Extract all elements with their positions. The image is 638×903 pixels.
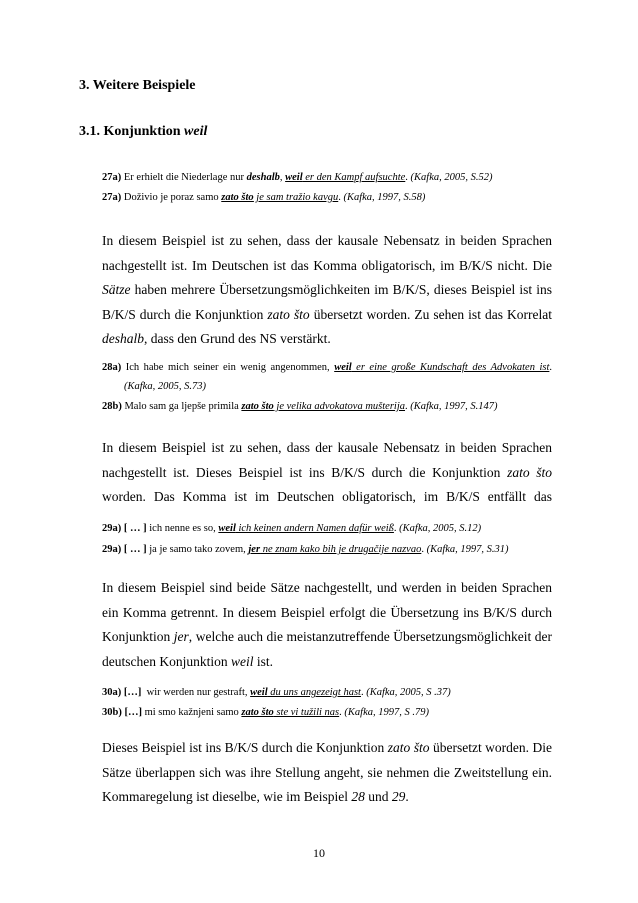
- example-conjunction: weil: [285, 172, 303, 183]
- example-number: 29a) [ … ]: [102, 523, 147, 534]
- example-clause: er eine große Kundschaft des Advokaten ist: [351, 362, 550, 373]
- line-text: nachgestellt ist. Im Deutschen ist das Komma obligatorisch, im B/K/S nicht. Die: [102, 257, 552, 273]
- paragraph-line: [102, 254, 552, 279]
- example-conjunction: weil: [250, 687, 268, 698]
- example-29a: [102, 522, 481, 535]
- example-clause: ich keinen andern Namen dafür weiß: [235, 523, 394, 534]
- example-text: mi smo kažnjeni samo: [141, 707, 242, 718]
- example-text: Er erhielt die Niederlage nur: [121, 172, 247, 183]
- example-conjunction: weil: [334, 362, 352, 373]
- paragraph-2: [102, 436, 552, 510]
- page-number: 10: [313, 846, 325, 860]
- example-text: ja je samo tako zovem,: [146, 544, 249, 555]
- line-italic: zato što: [267, 306, 310, 322]
- paragraph-3: [102, 576, 552, 674]
- line-text: haben mehrere Übersetzungsmöglichkeiten im B/K/S, dieses Beispiel ist ins: [130, 282, 552, 297]
- example-citation: (Kafka, 2005, S.73): [124, 381, 206, 392]
- line-italic: zato što: [387, 740, 430, 755]
- example-tail: .: [405, 401, 411, 412]
- line-italic: deshalb: [102, 331, 144, 346]
- line-text: , dass den Grund des NS verstärkt.: [144, 331, 331, 346]
- line-italic: Sätze: [102, 282, 131, 297]
- line-text: .: [405, 789, 409, 804]
- paragraph-line: Sätze überlappen sich was ihre Stellung angeht, sie nehmen die Zweitstellung ein.: [102, 764, 552, 780]
- example-clause: ste vi tužili nas: [273, 707, 340, 718]
- example-27a: [102, 171, 492, 184]
- example-30b: [102, 706, 429, 719]
- example-text: Malo sam ga ljepše primila: [121, 401, 242, 412]
- line-text: B/K/S durch die Konjunktion: [102, 306, 268, 322]
- example-text: wir werden nur gestraft,: [141, 687, 251, 698]
- example-conjunction: jer: [248, 544, 261, 555]
- subsection-heading: [79, 124, 207, 140]
- section-heading: 3. Weitere Beispiele: [79, 78, 196, 93]
- example-citation: (Kafka, 2005, S .37): [366, 687, 451, 698]
- line-italic: weil: [230, 653, 254, 669]
- paragraph-line: worden. Das Komma ist im Deutschen obligatorisch, im B/K/S entfällt das: [102, 489, 552, 504]
- subsection-heading-italic: weil: [184, 124, 208, 139]
- example-conjunction: weil: [218, 523, 236, 534]
- example-clause: er den Kampf aufsuchte: [302, 172, 406, 183]
- line-text: deutschen Konjunktion: [102, 653, 231, 669]
- example-number: 27a): [102, 172, 122, 183]
- line-italic: zato što: [507, 464, 552, 480]
- paragraph-line: [102, 736, 552, 761]
- example-text: Doživio je poraz samo: [121, 192, 222, 203]
- line-text: , welche auch die meistanzutreffende Übersetzungsmöglichkeit der: [188, 629, 552, 644]
- example-number: 30a) […]: [102, 687, 142, 698]
- example-tail: .: [405, 172, 411, 183]
- paragraph-line: [102, 625, 552, 650]
- example-conjunction: zato što: [241, 401, 274, 412]
- example-tail: .: [393, 523, 400, 534]
- example-separator: ,: [279, 172, 286, 183]
- example-number: 28a): [102, 362, 122, 373]
- example-30a: [102, 686, 451, 699]
- example-clause: je velika advokatova mušterija: [273, 401, 406, 412]
- line-italic: 29: [391, 789, 406, 804]
- example-clause: je sam tražio kavgu: [253, 192, 339, 203]
- example-citation: (Kafka, 1997, S .79): [344, 707, 429, 718]
- line-text: übersetzt worden. Zu sehen ist das Korrelat: [309, 306, 552, 322]
- example-clause: du uns angezeigt hast: [267, 687, 361, 698]
- line-text: und: [364, 789, 392, 804]
- example-citation: (Kafka, 1997, S.147): [410, 401, 498, 412]
- line-text: Kommaregelung ist dieselbe, wie im Beispiel: [102, 789, 352, 804]
- paragraph-line: [102, 303, 552, 328]
- example-28b: [102, 400, 497, 413]
- paragraph-line: In diesem Beispiel sind beide Sätze nachgestellt, und werden in beiden Sprachen: [102, 580, 552, 595]
- example-citation: (Kafka, 2005, S.12): [399, 523, 482, 534]
- line-text: Konjunktion: [102, 629, 174, 644]
- example-number: 27a): [102, 192, 122, 203]
- example-citation: (Kafka, 2005, S.52): [410, 172, 493, 183]
- example-number: 28b): [102, 401, 122, 412]
- paragraph-4: [102, 736, 552, 810]
- example-text: Ich habe mich seiner ein wenig angenommen,: [121, 362, 335, 373]
- line-text: übersetzt worden. Die: [429, 740, 552, 755]
- line-italic: 28: [351, 789, 365, 804]
- line-text: nachgestellt ist. Dieses Beispiel ist ins B/K/S durch die Konjunktion: [102, 464, 508, 480]
- example-tail: .: [338, 192, 344, 203]
- example-tail: .: [339, 707, 345, 718]
- line-text: Dieses Beispiel ist ins B/K/S durch die Konjunktion: [102, 740, 388, 755]
- subsection-heading-text: 3.1. Konjunktion: [79, 124, 185, 139]
- paragraph-line: In diesem Beispiel ist zu sehen, dass der kausale Nebensatz in beiden Sprachen: [102, 440, 552, 455]
- paragraph-line: [102, 278, 552, 303]
- paragraph-line: [102, 327, 552, 352]
- example-clause: ne znam kako bih je drugačije nazvao: [260, 544, 422, 555]
- example-29b: [102, 543, 509, 556]
- paragraph-1: [102, 229, 552, 352]
- example-keyword: deshalb: [246, 172, 280, 183]
- paragraph-line: [102, 785, 552, 810]
- paragraph-line: [102, 461, 552, 486]
- example-tail: .: [549, 362, 552, 373]
- example-tail: .: [421, 544, 427, 555]
- example-tail: .: [360, 687, 367, 698]
- example-conjunction: zato što: [221, 192, 254, 203]
- example-28a: [102, 361, 552, 374]
- example-number: 29a) [ … ]: [102, 544, 147, 555]
- paragraph-line: ein Komma getrennt. In diesem Beispiel erfolgt die Übersetzung ins B/K/S durch: [102, 604, 552, 620]
- example-citation: (Kafka, 1997, S.31): [426, 544, 509, 555]
- example-conjunction: zato što: [241, 707, 274, 718]
- example-citation: (Kafka, 1997, S.58): [343, 192, 426, 203]
- paragraph-line: [102, 650, 552, 675]
- line-italic: jer: [173, 629, 189, 644]
- example-text: ich nenne es so,: [146, 523, 219, 534]
- line-text: ist.: [253, 653, 273, 669]
- example-27b: [102, 191, 425, 204]
- paragraph-line: In diesem Beispiel ist zu sehen, dass der kausale Nebensatz in beiden Sprachen: [102, 233, 552, 248]
- example-number: 30b) […]: [102, 707, 142, 718]
